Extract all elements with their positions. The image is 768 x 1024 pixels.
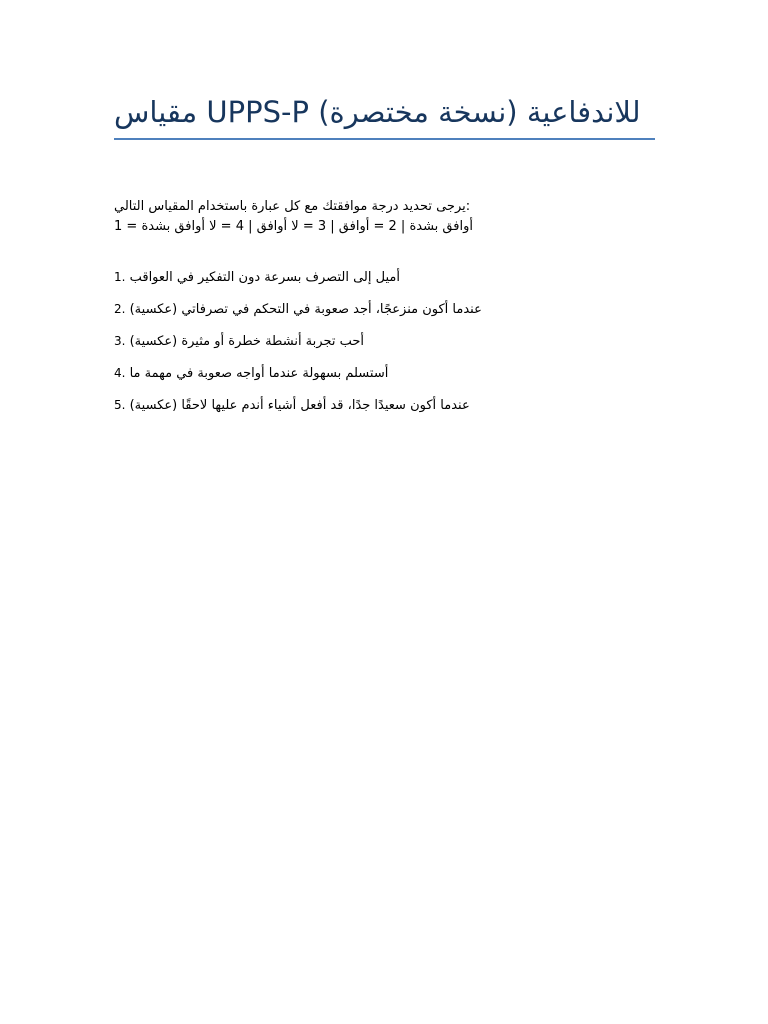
item-text: أميل إلى التصرف بسرعة دون التفكير في العواقب: [129, 270, 400, 285]
item-text: (عكسية) عندما أكون سعيدًا جدًا، قد أفعل أشياء أندم عليها لاحقًا: [129, 398, 470, 413]
instruction-line: يرجى تحديد درجة موافقتك مع كل عبارة باستخدام المقياس التالي:: [114, 199, 471, 214]
item-number: 4.: [114, 366, 126, 380]
item-number: 3.: [114, 334, 126, 348]
item-list: [114, 267, 674, 427]
item-text: أستسلم بسهولة عندما أواجه صعوبة في مهمة ما: [129, 366, 389, 381]
list-item: [114, 299, 674, 331]
item-number: 2.: [114, 302, 126, 316]
list-item: [114, 331, 674, 363]
scale-line: 1 = أوافق بشدة | 2 = أوافق | 3 = لا أوافق | 4 = لا أوافق بشدة: [114, 219, 473, 234]
page-title: مقياس UPPS-P للاندفاعية (نسخة مختصرة): [114, 95, 641, 129]
item-number: 5.: [114, 398, 126, 412]
instructions: [114, 197, 674, 237]
list-item: [114, 267, 674, 299]
item-number: 1.: [114, 270, 126, 284]
list-item: [114, 363, 674, 395]
title-block: [114, 92, 655, 140]
item-text: (عكسية) أحب تجربة أنشطة خطرة أو مثيرة: [129, 334, 365, 349]
list-item: [114, 395, 674, 427]
item-text: (عكسية) عندما أكون منزعجًا، أجد صعوبة في التحكم في تصرفاتي: [129, 302, 482, 317]
